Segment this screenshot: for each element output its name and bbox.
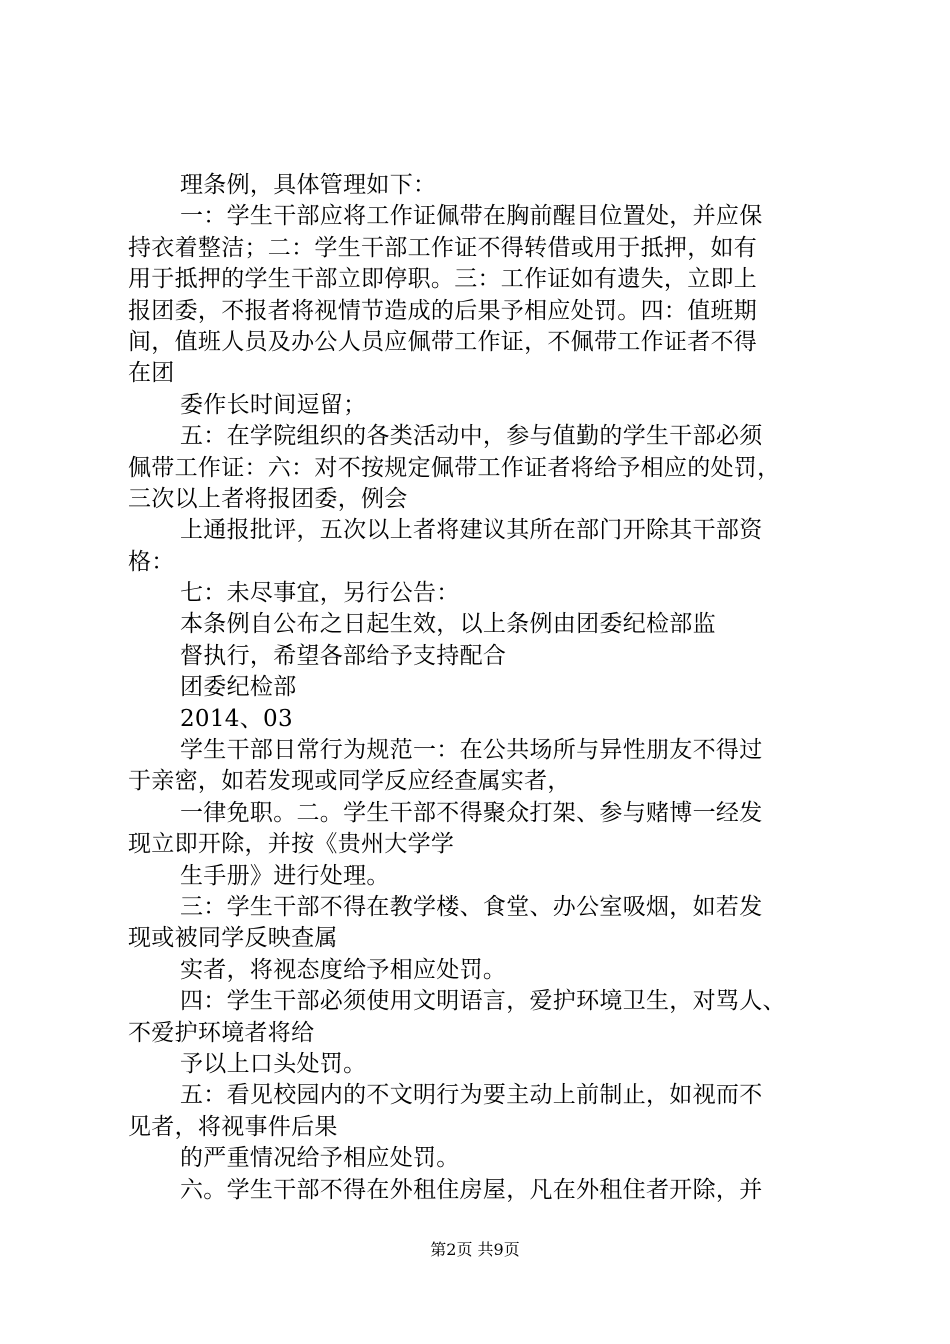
text-line: 三：学生干部不得在教学楼、食堂、办公室吸烟，如若发 (180, 893, 763, 920)
text-line: 三次以上者将报团委，例会 (128, 485, 408, 512)
text-line: 生手册》进行处理。 (180, 862, 390, 889)
text-line: 五：在学院组织的各类活动中，参与值勤的学生干部必须 (180, 423, 763, 450)
text-line: 学生干部日常行为规范一：在公共场所与异性朋友不得过 (180, 737, 763, 764)
text-line: 予以上口头处罚。 (180, 1050, 367, 1077)
text-line: 持衣着整洁；二：学生干部工作证不得转借或用于抵押，如有 (128, 234, 758, 261)
text-line: 团委纪检部 (180, 674, 297, 701)
text-line: 现或被同学反映查属 (128, 925, 338, 952)
text-line: 六。学生干部不得在外租住房屋，凡在外租住者开除，并 (180, 1176, 763, 1203)
text-line: 委作长时间逗留； (180, 391, 367, 418)
page-number-footer: 第2页 共9页 (430, 1240, 520, 1259)
text-line: 督执行，希望各部给予支持配合 (180, 642, 507, 669)
text-line: 七：未尽事宜，另行公告： (180, 580, 460, 607)
text-line: 的严重情况给予相应处罚。 (180, 1145, 460, 1172)
text-line: 理条例，具体管理如下： (180, 172, 437, 198)
text-line: 于亲密，如若发现或同学反应经查属实者， (128, 768, 571, 795)
text-line: 五：看见校园内的不文明行为要主动上前制止，如视而不 (180, 1082, 763, 1109)
text-line: 间，值班人员及办公人员应佩带工作证，不佩带工作证者不得 (128, 328, 758, 355)
text-line: 见者，将视事件后果 (128, 1113, 338, 1140)
text-line: 四：学生干部必须使用文明语言，爱护环境卫生，对骂人、 (180, 988, 786, 1015)
text-line: 实者，将视态度给予相应处罚。 (180, 956, 507, 983)
text-line: 现立即开除，并按《贵州大学学 (128, 831, 455, 858)
text-line: 一：学生干部应将工作证佩带在胸前醒目位置处，并应保 (180, 203, 763, 230)
text-line: 上通报批评，五次以上者将建议其所在部门开除其干部资 (180, 517, 763, 544)
text-line: 一律免职。二。学生干部不得聚众打架、参与赌博一经发 (180, 799, 763, 826)
text-line: 报团委，不报者将视情节造成的后果予相应处罚。四：值班期 (128, 297, 758, 324)
text-line: 佩带工作证：六：对不按规定佩带工作证者将给予相应的处罚， (128, 454, 781, 481)
text-line: 在团 (128, 360, 175, 387)
text-line: 本条例自公布之日起生效，以上条例由团委纪检部监 (180, 611, 716, 638)
text-line: 不爱护环境者将给 (128, 1019, 315, 1046)
text-line: 2014、03 (180, 705, 293, 732)
text-line: 格： (128, 548, 175, 575)
text-line: 用于抵押的学生干部立即停职。三：工作证如有遗失，立即上 (128, 266, 758, 293)
document-body (128, 170, 838, 1206)
